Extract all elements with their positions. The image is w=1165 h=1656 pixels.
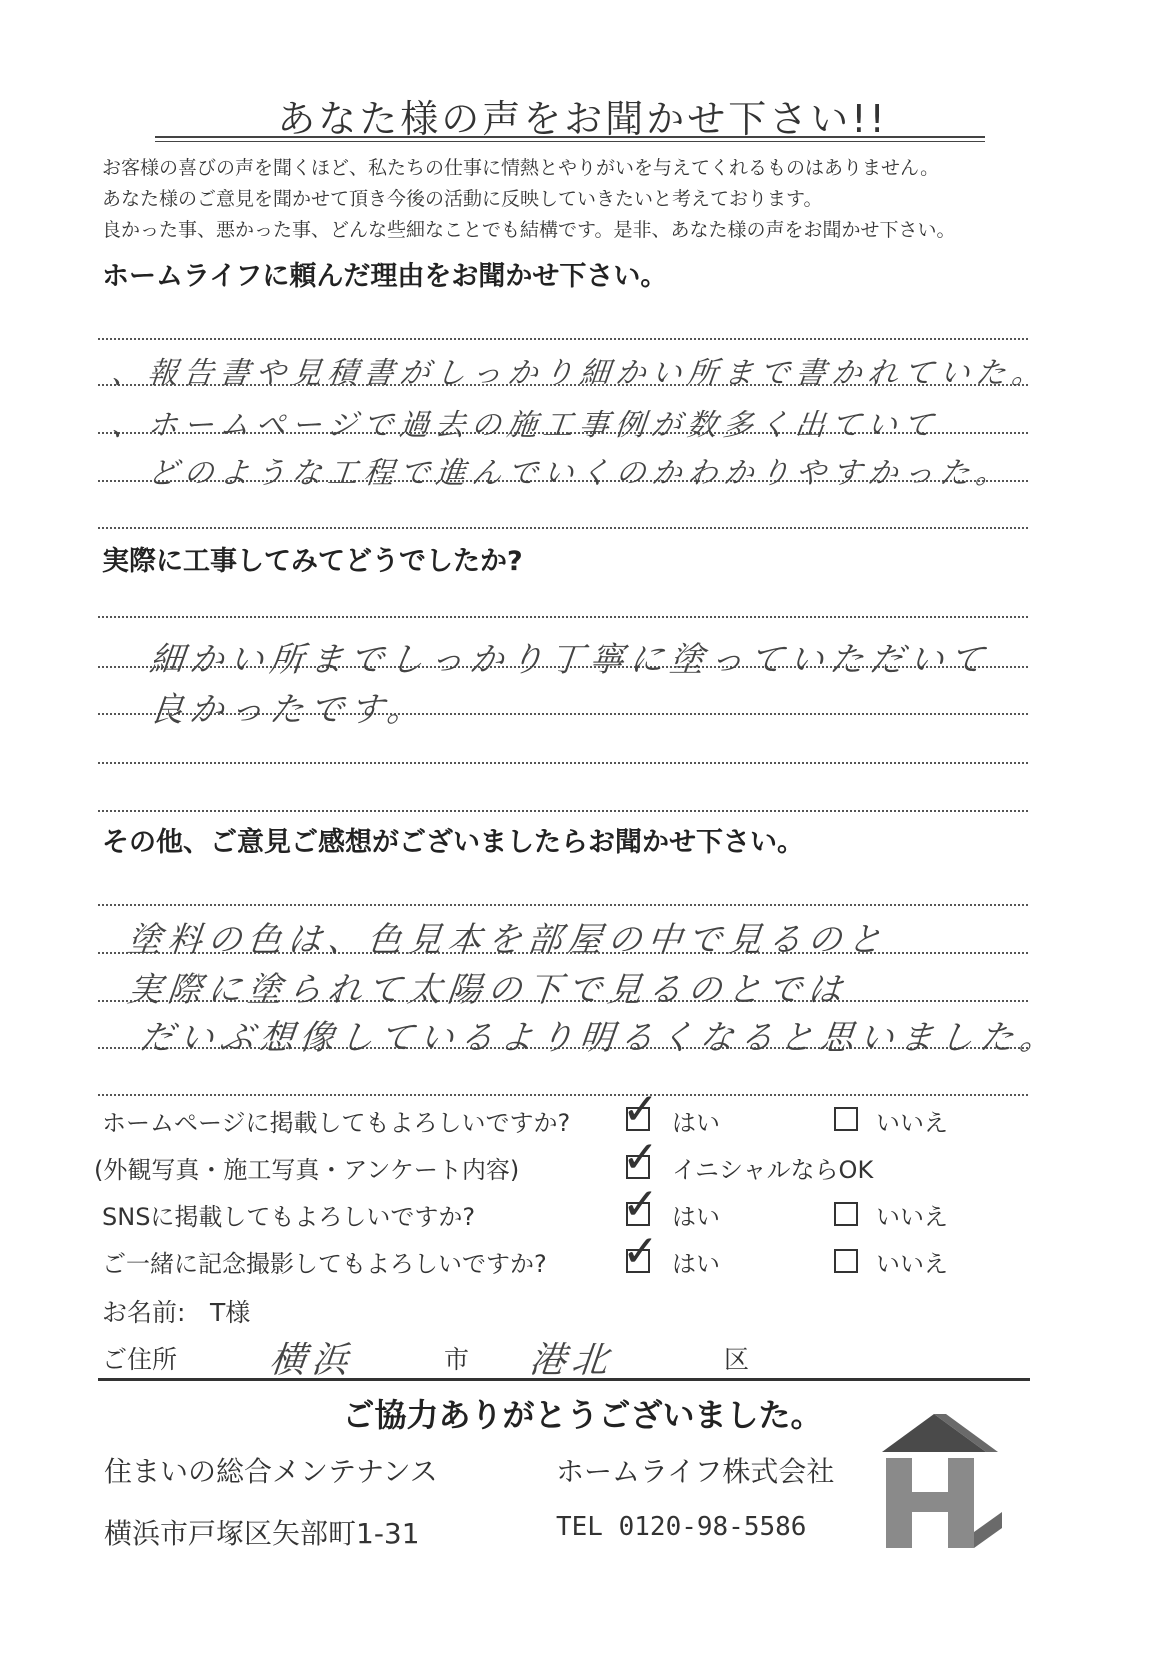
answer-line [98,616,1028,618]
question-homepage-detail: (外観写真・施工写真・アンケート内容) [94,1156,520,1184]
question-experience: 実際に工事してみてどうでしたか? [102,546,523,577]
intro-line-1: お客様の喜びの声を聞くほど、私たちの仕事に情熱とやりがいを与えてくれるものはありません。 [102,157,940,179]
handwritten-answer-comments-2: 実際に塗られて太陽の下で見るのとでは [125,970,850,1010]
logo-h-left [886,1458,912,1548]
answer-line [98,810,1028,812]
sns-no-label: いいえ [876,1203,948,1231]
thanks-message: ご協力ありがとうございました。 [342,1396,823,1434]
ward-suffix: 区 [724,1345,750,1374]
handwritten-city: 横浜 [267,1340,356,1381]
homepage-no-checkbox[interactable] [834,1107,858,1131]
company-name: ホームライフ株式会社 [556,1455,835,1488]
answer-line [98,527,1028,529]
handwritten-ward: 港北 [527,1340,616,1381]
handwritten-answer-experience-1: 細かい所までしっかり丁寧に塗っていただいて [147,640,992,680]
address-label: ご住所 [102,1345,178,1374]
sns-no-checkbox[interactable] [834,1202,858,1226]
name-label: お名前: [102,1298,186,1327]
homepage-yes-label: はい [672,1109,720,1137]
sns-yes-label: はい [672,1203,720,1231]
title-underline [155,136,985,138]
handwritten-answer-experience-2: 良かったです。 [147,690,430,730]
check-mark-icon: ✓ [622,1084,659,1135]
logo-h-bar [912,1492,948,1512]
logo-l-foot [974,1512,1002,1548]
question-homepage: ホームページに掲載してもよろしいですか? [102,1109,571,1137]
handwritten-answer-reason-2: 、ホームページで過去の施工事例が数多く出ていて [109,408,941,443]
initial-ok-label: イニシャルならOK [672,1156,874,1184]
check-mark-icon: ✓ [622,1132,659,1183]
check-mark-icon: ✓ [622,1179,659,1230]
city-suffix: 市 [444,1345,470,1374]
answer-line [98,762,1028,764]
answer-line [98,1094,1028,1096]
name-value: T様 [210,1298,251,1327]
answer-line [98,338,1028,340]
handwritten-answer-comments-1: 塗料の色は、色見本を部屋の中で見るのと [125,920,890,960]
company-address: 横浜市戸塚区矢部町1-31 [104,1517,420,1550]
homelife-logo-icon [876,1412,1006,1552]
handwritten-answer-comments-3: だいぶ想像しているより明るくなると思いました。 [137,1018,1062,1058]
question-photo: ご一緒に記念撮影してもよろしいですか? [102,1250,547,1278]
photo-no-label: いいえ [876,1250,948,1278]
question-comments: その他、ご意見ご感想がございましたらお聞かせ下さい。 [102,827,804,858]
question-reason: ホームライフに頼んだ理由をお聞かせ下さい。 [102,261,668,292]
footer-divider [98,1378,1030,1381]
company-tagline: 住まいの総合メンテナンス [104,1455,438,1488]
intro-line-2: あなた様のご意見を聞かせて頂き今後の活動に反映していきたいと考えております。 [102,188,823,210]
company-tel: TEL 0120-98-5586 [556,1512,807,1542]
answer-line [98,904,1028,906]
photo-no-checkbox[interactable] [834,1249,858,1273]
title-underline-thin [155,141,985,142]
logo-h-right [948,1458,974,1548]
check-mark-icon: ✓ [622,1226,659,1277]
handwritten-answer-reason-3: どのような工程で進んでいくのかわかりやすかった。 [145,456,1014,491]
page-title: あなた様の声をお聞かせ下さい!! [277,97,888,141]
intro-line-3: 良かった事、悪かった事、どんな些細なことでも結構です。是非、あなた様の声をお聞かせ下さい。 [102,219,956,241]
homepage-no-label: いいえ [876,1109,948,1137]
handwritten-answer-reason-1: 、報告書や見積書がしっかり細かい所まで書かれていた。 [109,356,1050,391]
question-sns: SNSに掲載してもよろしいですか? [102,1203,476,1231]
photo-yes-label: はい [672,1250,720,1278]
